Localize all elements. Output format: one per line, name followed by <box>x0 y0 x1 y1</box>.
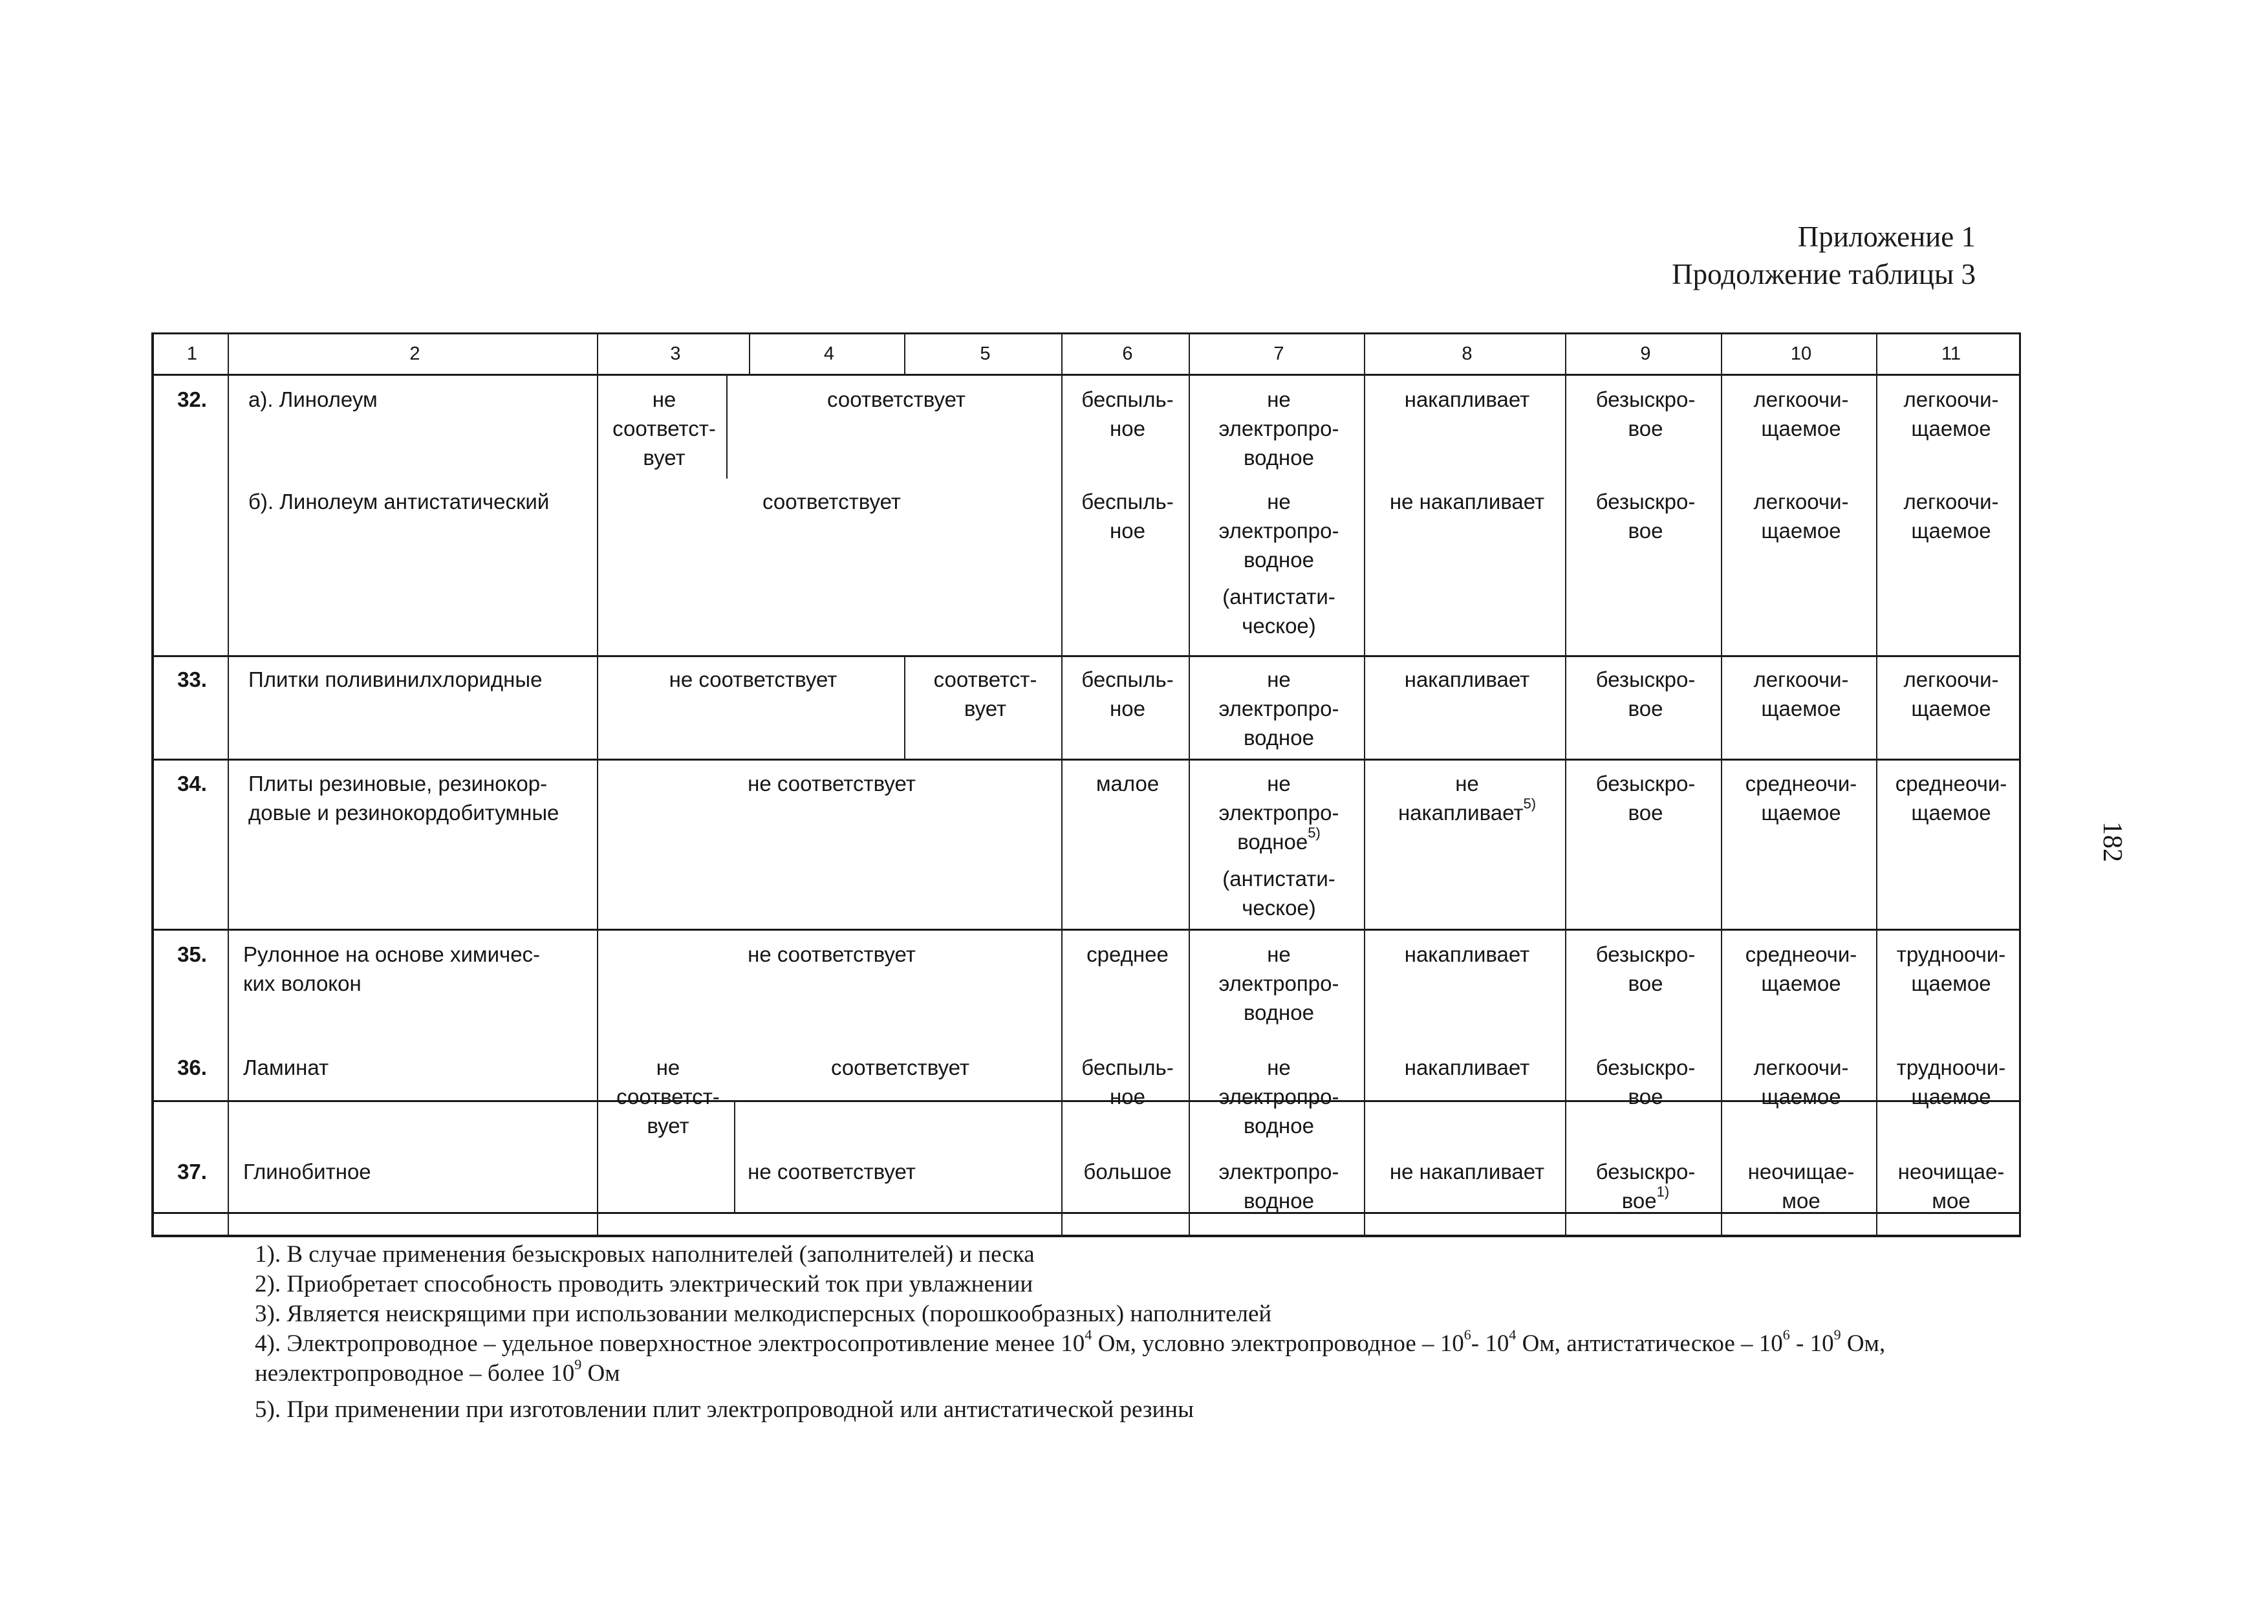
column-border <box>1189 1100 1190 1212</box>
row-33-number: 33. <box>177 667 207 691</box>
row-37-col-7-line: водное <box>1244 1189 1314 1213</box>
column-border <box>904 332 905 374</box>
row-35-name-line: ких волокон <box>243 971 362 995</box>
row-34-col-7-line: не <box>1267 772 1291 796</box>
row-border <box>151 759 2021 761</box>
row-32a-col-10-line: легкоочи- <box>1753 387 1849 411</box>
row-37-col-6: большое <box>1083 1160 1172 1184</box>
row-34-col-10-line: среднеочи- <box>1745 772 1857 796</box>
row-32a-col-11-line: щаемое <box>1911 417 1991 440</box>
row-37-col-8: не накапливает <box>1389 1160 1545 1184</box>
row-35-col-9-line: вое <box>1628 971 1663 995</box>
row-35-col-7-line: электропро- <box>1218 971 1339 995</box>
row-37-col-10-line: мое <box>1782 1189 1820 1213</box>
footnote-4 <box>255 1326 1886 1358</box>
row-36-col-7-line: электропро- <box>1218 1085 1339 1109</box>
footnote-4-sup-b: 6 <box>1463 1326 1471 1343</box>
row-32a-col-3 <box>612 385 716 472</box>
row-32a-col-7-line: водное <box>1244 446 1314 470</box>
row-35-col-6: среднее <box>1086 942 1169 966</box>
row-37-col-9-line: вое$^{1)}$ <box>1621 1184 1670 1213</box>
column-header-10: 10 <box>1790 343 1812 364</box>
row-37-col-11 <box>1898 1157 2005 1215</box>
row-32b-col-6 <box>1081 487 1173 545</box>
row-33-col-11 <box>1903 665 1998 723</box>
column-border <box>1721 759 1722 929</box>
row-32a-col-3-line: соответст- <box>612 417 716 440</box>
row-33-name: Плитки поливинилхлоридные <box>248 667 543 691</box>
row-36-col-6 <box>1081 1053 1173 1111</box>
column-header-4: 4 <box>823 343 835 364</box>
row-32a-col-9 <box>1596 385 1696 443</box>
footnote-4-line2-sup: 9 <box>574 1356 582 1372</box>
column-border <box>1721 655 1722 759</box>
row-34-name-line: довые и резинокордобитумные <box>248 801 559 825</box>
column-border <box>1061 1100 1063 1212</box>
row-36-col-7 <box>1219 1053 1339 1140</box>
column-border <box>1189 1212 1190 1237</box>
row-32a-col-10 <box>1753 385 1848 443</box>
column-border <box>726 374 728 479</box>
row-border <box>151 655 2021 657</box>
row-36-col-7-line: не <box>1267 1056 1291 1079</box>
row-32a-col-6 <box>1081 385 1173 443</box>
column-border <box>1876 1212 1877 1237</box>
column-border <box>228 332 229 374</box>
column-border <box>1565 1212 1566 1237</box>
column-border <box>228 929 229 1100</box>
column-border <box>1565 655 1566 759</box>
footnote-2: 2). Приобретает способность проводить электрический ток при увлажнении <box>255 1271 1033 1297</box>
column-border <box>1876 374 1877 655</box>
row-35-col-11-line: щаемое <box>1911 971 1991 995</box>
row-36-col-3-line: не <box>656 1056 680 1079</box>
row-34-col-11 <box>1895 769 2007 827</box>
column-border <box>734 1100 735 1212</box>
row-32b-col-10 <box>1753 487 1848 545</box>
row-34-number: 34. <box>177 772 207 796</box>
row-37-col-7 <box>1219 1157 1339 1215</box>
row-32b-col-7-line: электропро- <box>1218 519 1339 543</box>
row-32b-col-11-line: щаемое <box>1911 519 1991 543</box>
row-32b-col-9-line: безыскро- <box>1595 490 1696 514</box>
row-34-col-7 <box>1219 769 1339 922</box>
row-32b-name: б). Линолеум антистатический <box>248 490 550 514</box>
column-border <box>1565 1100 1566 1212</box>
column-border <box>597 1100 598 1212</box>
column-header-9: 9 <box>1640 343 1651 364</box>
row-32b-col-10-line: щаемое <box>1761 519 1841 543</box>
column-border <box>1364 332 1365 374</box>
column-border <box>597 374 598 655</box>
page-number: 182 <box>2097 821 2127 862</box>
row-32b-col-6-line: ное <box>1110 519 1145 543</box>
column-border <box>1364 759 1365 929</box>
row-36-col-11-line: щаемое <box>1911 1085 1991 1109</box>
row-37-col-11-line: мое <box>1932 1189 1971 1213</box>
row-35-col-7 <box>1219 940 1339 1027</box>
row-32b-col-11 <box>1903 487 1998 545</box>
row-37-col-9-footnote-ref: 1) <box>1656 1184 1670 1200</box>
row-33-col-10 <box>1753 665 1848 723</box>
column-border <box>1876 1100 1877 1212</box>
footnote-4-continued <box>255 1356 620 1387</box>
row-32a-col-11 <box>1903 385 1998 443</box>
row-32b-col-11-line: легкоочи- <box>1903 490 1999 514</box>
row-32a-col-7-line: не <box>1267 387 1291 411</box>
column-border <box>1565 374 1566 655</box>
column-header-1: 1 <box>186 343 198 364</box>
row-33-col-6 <box>1081 665 1173 723</box>
row-32b-col-7 <box>1219 487 1339 640</box>
column-border <box>1189 759 1190 929</box>
row-32b-col-7-line: водное <box>1244 548 1314 572</box>
row-36-col-6-line: беспыль- <box>1081 1056 1174 1079</box>
row-36-col-7-line: водное <box>1244 1114 1314 1138</box>
row-34-col-8-line: не <box>1455 772 1479 796</box>
row-35-name <box>243 940 540 998</box>
row-32b-col-7-line: ческое) <box>1242 614 1316 638</box>
column-border <box>1565 759 1566 929</box>
footnote-4-text-f: Ом, <box>1841 1330 1886 1357</box>
row-32a-col-9-line: безыскро- <box>1595 387 1696 411</box>
column-border <box>1189 929 1190 1100</box>
row-32a-col-7 <box>1219 385 1339 472</box>
row-36-col-11 <box>1897 1053 2006 1111</box>
row-35-col-9 <box>1596 940 1696 998</box>
row-32b-col-10-line: легкоочи- <box>1753 490 1849 514</box>
column-border <box>228 655 229 759</box>
column-border <box>1565 929 1566 1100</box>
row-33-col-5 <box>934 665 1037 723</box>
column-border <box>228 1100 229 1212</box>
row-34-col-9 <box>1596 769 1696 827</box>
column-border <box>1364 1212 1365 1237</box>
appendix-label: Приложение 1 <box>1797 221 1976 253</box>
row-32a-col-3-line: не <box>652 387 676 411</box>
column-border <box>1061 332 1063 374</box>
row-35-col-11-line: трудноочи- <box>1896 942 2006 966</box>
row-32b-col-7-line: не <box>1267 490 1291 514</box>
row-33-col-7-line: электропро- <box>1218 697 1339 720</box>
row-32a-col-10-line: щаемое <box>1761 417 1841 440</box>
row-35-col-10-line: щаемое <box>1761 971 1841 995</box>
column-header-7: 7 <box>1273 343 1284 364</box>
row-34-col-9-line: безыскро- <box>1595 772 1696 796</box>
row-34-col-6: малое <box>1096 772 1160 796</box>
row-36-col-9-line: безыскро- <box>1595 1056 1696 1079</box>
row-36-col-10-line: легкоочи- <box>1753 1056 1849 1079</box>
column-border <box>1189 374 1190 655</box>
column-border <box>1061 929 1063 1100</box>
row-32a-col-3-line: вует <box>643 446 686 470</box>
column-border <box>597 929 598 1100</box>
row-33-col-7-line: водное <box>1244 726 1314 750</box>
column-border <box>1721 374 1722 655</box>
column-border <box>1364 929 1365 1100</box>
row-33-col-9-line: безыскро- <box>1595 667 1696 691</box>
row-32b-col-3-5: соответствует <box>762 490 902 514</box>
column-border <box>597 1212 598 1237</box>
row-36-col-6-line: ное <box>1110 1085 1145 1109</box>
row-35-name-line: Рулонное на основе химичес- <box>243 942 541 966</box>
column-border <box>1061 655 1063 759</box>
row-33-col-10-line: щаемое <box>1761 697 1841 720</box>
row-33-col-10-line: легкоочи- <box>1753 667 1849 691</box>
row-34-col-8-line: накапливает$^{5)}$ <box>1398 796 1537 825</box>
row-37-col-11-line: неочищае- <box>1897 1160 2005 1184</box>
row-34-col-3-5: не соответствует <box>748 772 916 796</box>
row-35-number: 35. <box>177 942 207 966</box>
row-32b-col-8: не накапливает <box>1389 490 1545 514</box>
column-border <box>904 655 905 759</box>
footnote-1: 1). В случае применения безыскровых наполнителей (заполнителей) и песка <box>255 1241 1035 1268</box>
row-36-col-9-line: вое <box>1628 1085 1663 1109</box>
row-35-col-11 <box>1897 940 2006 998</box>
row-34-col-9-line: вое <box>1628 801 1663 825</box>
column-border <box>1364 655 1365 759</box>
row-36-col-10 <box>1753 1053 1848 1111</box>
column-border <box>1721 1212 1722 1237</box>
row-36-col-4-5: соответствует <box>830 1056 970 1079</box>
column-border <box>1876 929 1877 1100</box>
row-34-col-10 <box>1745 769 1857 827</box>
footnote-4-sup-a: 4 <box>1085 1326 1092 1343</box>
row-34-col-8-footnote-ref: 5) <box>1523 796 1537 812</box>
footnote-4-line2-end: Ом <box>581 1360 620 1387</box>
footnote-4-text-b: Ом, условно электропроводное – 10 <box>1092 1330 1464 1357</box>
row-36-col-11-line: трудноочи- <box>1896 1056 2006 1079</box>
column-header-3: 3 <box>670 343 681 364</box>
footnote-4-text-d: Ом, антистатическое – 10 <box>1516 1330 1783 1357</box>
column-border <box>597 759 598 929</box>
column-border <box>1876 332 1877 374</box>
column-header-2: 2 <box>409 343 420 364</box>
row-36-col-3-line: соответст- <box>616 1085 720 1109</box>
row-37-col-9 <box>1596 1157 1696 1215</box>
row-33-col-7-line: не <box>1267 667 1291 691</box>
row-32a-col-6-line: беспыль- <box>1081 387 1174 411</box>
column-border <box>1364 1100 1365 1212</box>
row-33-col-11-line: щаемое <box>1911 697 1991 720</box>
column-border <box>1876 655 1877 759</box>
row-36-name: Ламинат <box>243 1056 329 1079</box>
footnote-4-line2-text: неэлектропроводное – более 10 <box>255 1360 575 1387</box>
row-32a-name: а). Линолеум <box>248 387 378 411</box>
column-border <box>1721 332 1722 374</box>
column-border <box>228 759 229 929</box>
row-34-col-7-line: электропро- <box>1218 801 1339 825</box>
row-33-col-8: накапливает <box>1404 667 1530 691</box>
column-border <box>1189 332 1190 374</box>
row-33-col-7 <box>1219 665 1339 752</box>
row-36-col-3-line: вует <box>647 1114 689 1138</box>
footnote-4-sup-e: 9 <box>1833 1326 1841 1343</box>
row-32a-col-4-5: соответствует <box>826 387 966 411</box>
footnote-4-text-e: - 10 <box>1789 1330 1834 1357</box>
row-36-col-9 <box>1596 1053 1696 1111</box>
row-35-col-10 <box>1745 940 1857 998</box>
row-35-col-7-line: не <box>1267 942 1291 966</box>
column-border <box>1565 332 1566 374</box>
row-32a-col-9-line: вое <box>1628 417 1663 440</box>
column-border <box>228 1212 229 1237</box>
footnote-4-sup-d: 6 <box>1782 1326 1790 1343</box>
row-34-name <box>248 769 559 827</box>
footnote-3: 3). Является неискрящими при использовании мелкодисперсных (порошкообразных) наполнителей <box>255 1301 1272 1327</box>
row-33-col-6-line: беспыль- <box>1081 667 1174 691</box>
row-37-col-9-line: безыскро- <box>1595 1160 1696 1184</box>
row-33-col-6-line: ное <box>1110 697 1145 720</box>
row-34-col-10-line: щаемое <box>1761 801 1841 825</box>
row-35-col-8: накапливает <box>1404 942 1530 966</box>
row-34-col-7-line: ческое) <box>1242 896 1316 920</box>
row-37-col-10 <box>1748 1157 1855 1215</box>
row-32a-col-6-line: ное <box>1110 417 1145 440</box>
footnote-5: 5). При применении при изготовлении плит электропроводной или антистатической резины <box>255 1396 1194 1423</box>
row-36-col-8: накапливает <box>1404 1056 1530 1079</box>
column-border <box>228 374 229 655</box>
column-border <box>1061 374 1063 655</box>
row-34-col-11-line: щаемое <box>1911 801 1991 825</box>
row-32a-col-7-line: электропро- <box>1218 417 1339 440</box>
footnote-4-sup-c: 4 <box>1509 1326 1517 1343</box>
column-border <box>1364 374 1365 655</box>
column-header-8: 8 <box>1462 343 1473 364</box>
column-header-6: 6 <box>1122 343 1133 364</box>
row-34-col-7-footnote-ref: 5) <box>1308 825 1321 841</box>
column-border <box>1189 655 1190 759</box>
row-37-col-7-line: электропро- <box>1218 1160 1339 1184</box>
row-33-col-11-line: легкоочи- <box>1903 667 1999 691</box>
column-border <box>1721 929 1722 1100</box>
row-32-number: 32. <box>177 387 207 411</box>
row-32a-col-11-line: легкоочи- <box>1903 387 1999 411</box>
row-border <box>151 1212 2021 1214</box>
column-border <box>1876 759 1877 929</box>
row-37-name: Глинобитное <box>243 1160 371 1184</box>
row-33-col-9 <box>1596 665 1696 723</box>
row-32b-col-7-line: (антистати- <box>1222 585 1335 609</box>
column-border <box>1061 759 1063 929</box>
row-33-col-5-line: соответст- <box>933 667 1037 691</box>
column-border <box>1061 1212 1063 1237</box>
row-37-col-3-5: не соответствует <box>748 1160 916 1184</box>
materials-table <box>151 332 2021 1237</box>
column-border <box>597 655 598 759</box>
row-35-col-9-line: безыскро- <box>1595 942 1696 966</box>
column-border <box>749 332 750 374</box>
row-36-col-10-line: щаемое <box>1761 1085 1841 1109</box>
table-continuation-label: Продолжение таблицы 3 <box>1672 258 1976 290</box>
row-37-number: 37. <box>177 1160 207 1184</box>
row-border <box>151 929 2021 931</box>
row-35-col-3-5: не соответствует <box>748 942 916 966</box>
footnote-4-text-c: - 10 <box>1471 1330 1509 1357</box>
column-border <box>597 332 598 374</box>
row-35-col-10-line: среднеочи- <box>1745 942 1857 966</box>
column-header-5: 5 <box>980 343 991 364</box>
row-33-col-5-line: вует <box>964 697 1007 720</box>
row-34-name-line: Плиты резиновые, резинокор- <box>248 772 548 796</box>
row-33-col-3-4: не соответствует <box>669 667 837 691</box>
row-36-number: 36. <box>177 1056 207 1079</box>
row-37-col-10-line: неочищае- <box>1747 1160 1855 1184</box>
row-32b-col-6-line: беспыль- <box>1081 490 1174 514</box>
row-36-col-3 <box>616 1053 720 1140</box>
footnote-4-text-a: 4). Электропроводное – удельное поверхностное электросопротивление менее 10 <box>255 1330 1085 1357</box>
row-34-col-11-line: среднеочи- <box>1895 772 2007 796</box>
row-border <box>151 374 2021 376</box>
row-34-col-7-line: водное$^{5)}$ <box>1237 825 1321 854</box>
column-header-11: 11 <box>1941 343 1961 364</box>
row-32b-col-9 <box>1596 487 1696 545</box>
row-32b-col-9-line: вое <box>1628 519 1663 543</box>
column-border <box>1721 1100 1722 1212</box>
row-35-col-7-line: водное <box>1244 1001 1314 1024</box>
row-33-col-9-line: вое <box>1628 697 1663 720</box>
row-32a-col-8: накапливает <box>1404 387 1530 411</box>
row-34-col-8 <box>1398 769 1536 827</box>
row-34-col-7-line: (антистати- <box>1222 867 1335 891</box>
